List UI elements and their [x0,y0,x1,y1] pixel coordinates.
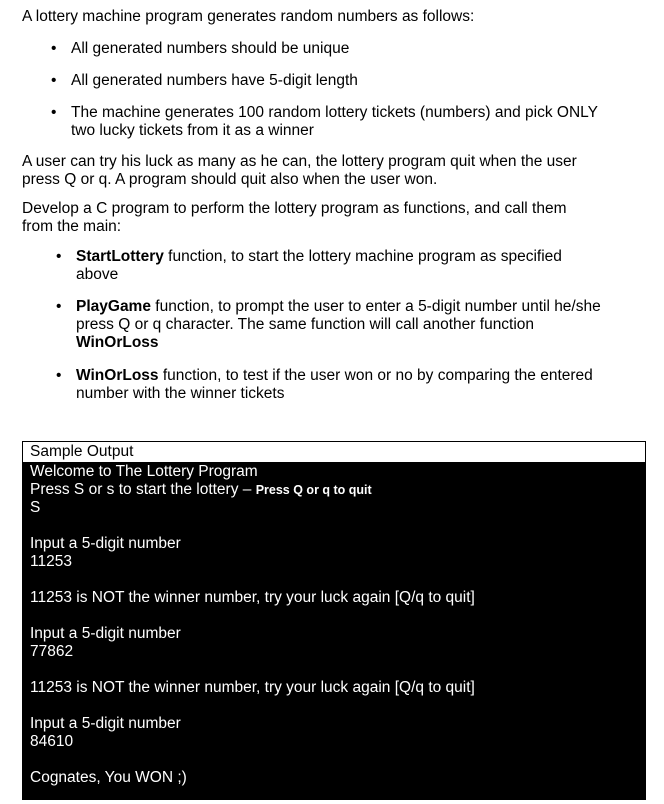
quit-paragraph: A user can try his luck as many as he can, the lottery program quit when the user press Q or q. A program should quit also when the user won. [22,153,577,188]
console-line: Input a 5-digit number [30,715,181,732]
function-name: WinOrLoss [76,367,159,384]
intro-text: A lottery machine program generates random numbers as follows: [22,8,475,25]
bullet-icon: • [56,367,62,384]
bullet-icon: • [56,298,62,315]
function-name: WinOrLoss [76,334,159,351]
console-output [23,463,645,787]
rule-item: • All generated numbers should be unique [51,40,350,57]
console-line: S [30,499,41,516]
console-line: Input a 5-digit number [30,535,181,552]
console-line [30,697,645,715]
function-item: • WinOrLoss function, to test if the user won or no by comparing the entered number with the winner tickets [56,367,593,402]
console-line: Input a 5-digit number [30,625,181,642]
console-line [30,661,645,679]
develop-paragraph: Develop a C program to perform the lottery program as functions, and call them from the main: [22,200,567,235]
console-line [30,517,645,535]
function-item: • StartLottery function, to start the lottery machine program as specified above [56,248,562,283]
bullet-icon: • [51,104,57,121]
console-line [30,571,645,589]
console-line: 77862 [30,643,74,660]
function-item: • PlayGame function, to prompt the user to enter a 5-digit number until he/she press Q or q character. The same function will call another function WinOrLoss [76,298,636,352]
bullet-icon: • [51,40,57,57]
console-line: 11253 [30,553,72,570]
console-line: 11253 is NOT the winner number, try your luck again [Q/q to quit] [30,589,475,606]
console-line [30,751,645,769]
console-line: Press S or s to start the lottery – Press Q or q to quit [30,481,372,498]
function-name: PlayGame [76,298,151,315]
sample-output-header: Sample Output [23,442,645,463]
console-line: Cognates, You WON ;) [30,769,187,786]
rule-item: • All generated numbers have 5-digit length [51,72,358,89]
console-line: Welcome to The Lottery Program [30,463,258,480]
console-line: 11253 is NOT the winner number, try your luck again [Q/q to quit] [30,679,475,696]
function-name: StartLottery [76,248,164,265]
rule-item: • The machine generates 100 random lottery tickets (numbers) and pick ONLY two lucky tickets from it as a winner [51,104,598,139]
bullet-icon: • [51,72,57,89]
sample-output-box [22,441,646,800]
console-line: 84610 [30,733,74,750]
console-line [30,607,645,625]
bullet-icon: • [56,248,62,265]
